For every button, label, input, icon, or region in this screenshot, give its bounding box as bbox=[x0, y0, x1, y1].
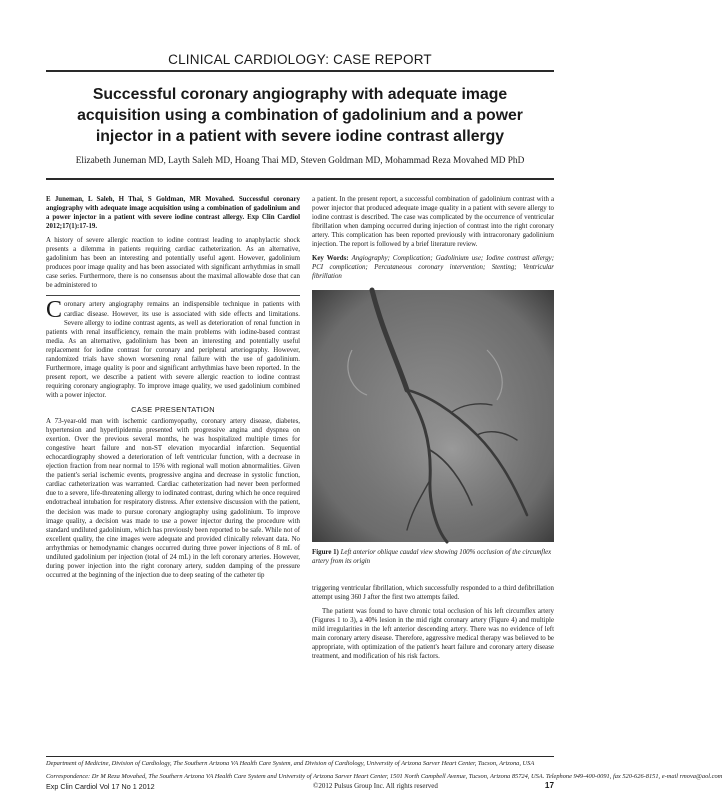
angiogram-image bbox=[312, 290, 554, 542]
citation-text: Successful coronary angiography with adequate image acquisition using a combination of gadolinium and a power injector in a patient with severe iodine contrast allergy. bbox=[46, 196, 300, 222]
title-line: acquisition using a combination of gadolinium and a power bbox=[77, 107, 523, 124]
figure-label: Figure 1) bbox=[312, 549, 339, 556]
title-line: injector in a patient with severe iodine contrast allergy bbox=[95, 128, 505, 145]
citation bbox=[46, 195, 300, 231]
case-heading: CASE PRESENTATION bbox=[131, 404, 215, 414]
abstract-part-1: A history of severe allergic reaction to iodine contrast leading to anaphylactic shock presents a dilemma in patients requiring cardiac catheterization. As an alternative, gadolinium has been an interesting and potentially useful agent. However, gadolinium produces poor image quality and has been associated with significant arrhythmias in small case series. Furthermore, there is no consensus about the maximal allowable dose that can be administered to bbox=[46, 237, 300, 290]
keywords bbox=[312, 254, 554, 281]
figure-caption bbox=[312, 548, 554, 566]
keywords-text: Angiography; Complication; Gadolinium use; Iodine contrast allergy; PCI complication; Percutaneous coronary intervention; Stenting; Ventricular fibrillation bbox=[312, 255, 554, 281]
abstract-part-2: a patient. In the present report, a successful combination of gadolinium contrast with a power injector that produced adequate image quality in a patient with severe allergy to iodine contrast is described. The case was complicated by the occurrence of ventricular fibrillation when damping occurred during injection of contrast into the right coronary artery. This complication has been reported previously with intracoronary gadolinium injection. The report is followed by a brief literature review. bbox=[312, 196, 554, 249]
case-text: A 73-year-old man with ischemic cardiomyopathy, coronary artery disease, diabetes, hypertension and hyperlipidemia presented with progressive angina and dyspnea on exertion. Over the previous several months, he was hospitalized multiple times for congestive heart failure and non-ST elevation myocardial infarction. Sequential echocardiography showed a deterioration of left ventricular function, with a decrease in ejection fraction from near normal to 15% with regional wall motion abnormalities. Given the patient's serial ischemic events, progressive angina and decrease in systolic function, cardiac catheterization was warranted. Cardiac catheterization had never been performed due to a severe, life-threatening allergy to iodinated contrast, during which he once required endotracheal intubation for respiratory distress. After extensive discussion with the patient, the decision was made to pursue coronary angiography using gadolinium. To improve image quality, a decision was made to use a power injector during the procedure with standard undiluted gadolinium, which has previously been reported to be safe. While not of excellent quality, the cine images were adequate and provided clinically relevant data. No arrhythmias or hemodynamic changes occurred during three power injections of 8 mL of undiluted gadolinium per injection (total of 24 mL) in the left coronary arteries. However, during power injection into the right coronary artery, sudden damping of the pressure occurred at the beginning of the injection due to deep seating of the catheter tip bbox=[46, 418, 300, 579]
affiliation-block bbox=[46, 760, 554, 768]
section-label: CLINICAL CARDIOLOGY: CASE REPORT bbox=[168, 52, 432, 67]
article-title bbox=[60, 84, 540, 147]
citation-authors: E Juneman, L Saleh, H Thai, S Goldman, MR Movahed. bbox=[46, 196, 235, 203]
header-rule bbox=[46, 70, 554, 72]
title-line: Successful coronary angiography with adequate image bbox=[92, 86, 508, 103]
continuation-paragraph-1: triggering ventricular fibrillation, which successfully responded to a third defibrillation attempt using 360 J after the first two attempts failed. bbox=[312, 585, 554, 602]
correspondence: Correspondence: Dr M Reza Movahed, The Southern Arizona VA Health Care System and University of Arizona Sarver Heart Center, 1501 North Campbell Avenue, Tucson, Arizona 85724, USA. Telephone 949-400-0091, fax 520-626-8151, e-mail rmova@aol.com bbox=[46, 773, 722, 780]
footnote-rule bbox=[46, 756, 554, 757]
introduction bbox=[46, 297, 300, 400]
dropcap: C bbox=[46, 297, 63, 324]
author-rule bbox=[46, 178, 554, 180]
right-column-top bbox=[312, 195, 554, 286]
affiliation-text: Department of Medicine, Division of Cardiology, The Southern Arizona VA Health Care System, and Division of Cardiology, University of Arizona Sarver Heart Center, Tucson, Arizona, USA bbox=[46, 760, 535, 767]
page-number: 17 bbox=[544, 781, 554, 790]
abstract-rule bbox=[46, 295, 300, 296]
footer-journal: Exp Clin Cardiol Vol 17 No 1 2012 bbox=[46, 782, 155, 791]
angiogram-figure bbox=[312, 290, 554, 542]
left-column bbox=[46, 195, 300, 585]
keywords-label: Key Words: bbox=[312, 255, 349, 263]
author-list: Elizabeth Juneman MD, Layth Saleh MD, Hoang Thai MD, Steven Goldman MD, Mohammad Reza Movahed MD PhD bbox=[75, 156, 525, 166]
footer-copyright: ©2012 Pulsus Group Inc. All rights reserved bbox=[313, 782, 438, 790]
continuation-paragraph-2: The patient was found to have chronic total occlusion of his left circumflex artery (Figures 1 to 3), a 40% lesion in the mid right coronary artery (Figure 4) and multiple mild irregularities in the left anterior descending artery. There was no evidence of left main coronary artery disease. Therefore, aggressive medical therapy was believed to be appropriate, with optimization of the patient's heart failure and coronary artery disease treatment, and modification of his risk factors. bbox=[312, 608, 554, 661]
intro-text: oronary artery angiography remains an indispensible technique in patients with cardiac disease. However, its use is associated with side effects and limitations. Severe allergy to iodine contrast agents, as well as deterioration of renal function in patients with renal insufficiency, remain the main problems with iodine-based contrast media. As an alternative, gadolinium has been an interesting and potentially useful replacement for iodine contrast for coronary and peripheral arteriography. However, randomized trials have shown worsening renal failure with the use of gadolinium. Furthermore, image quality is poor and significant arrhythmias have been reported. In the present report, we describe a patient with severe allergic reaction to iodine contrast requiring coronary angiography. To improve image quality, we used gadolinium combined with a power injector. bbox=[46, 301, 300, 399]
citation-ref: Exp Clin Cardiol 2012;17(1):17-19. bbox=[46, 214, 300, 231]
figure-caption-text: Left anterior oblique caudal view showing 100% occlusion of the circumflex artery from its origin bbox=[312, 549, 552, 565]
right-column-bottom bbox=[312, 584, 554, 666]
